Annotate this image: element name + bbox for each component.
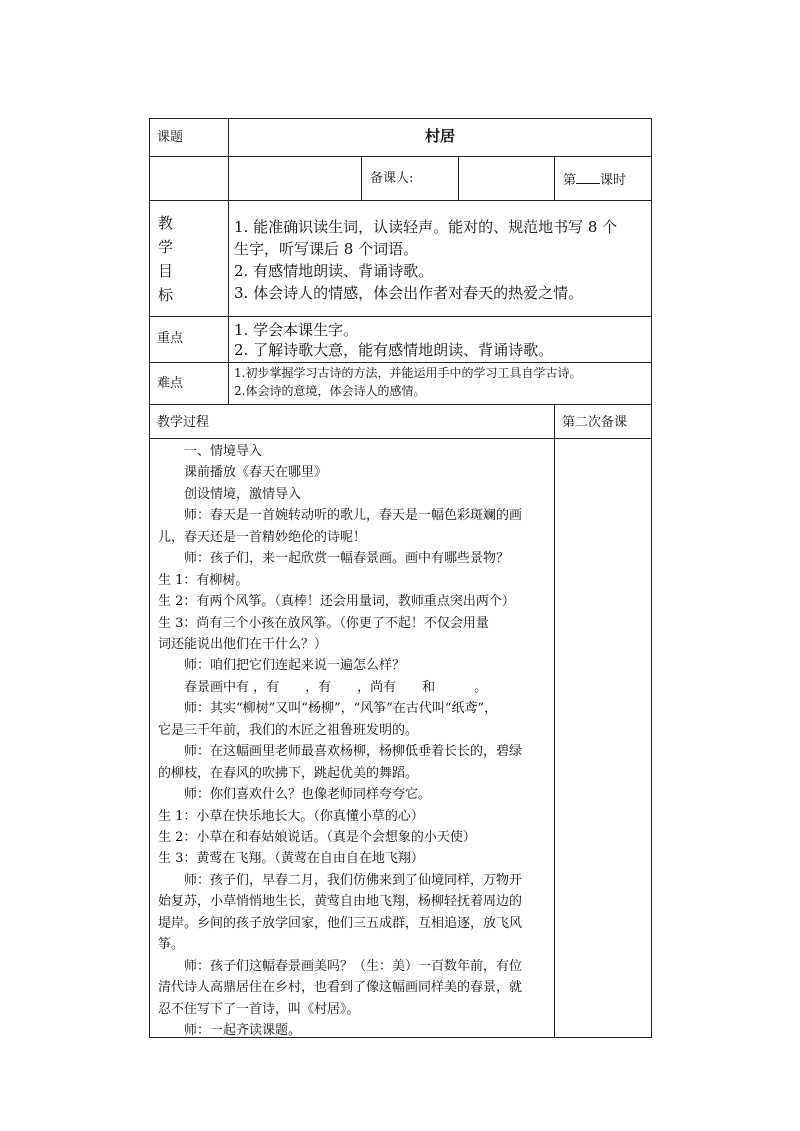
process-line: 师：孩子们，来一起欣赏一幅春景画。画中有哪些景物？ — [184, 551, 510, 566]
objectives-label-char: 标 — [158, 286, 174, 304]
key-point-line: 2. 了解诗歌大意，能有感情地朗读、背诵诗歌。 — [234, 341, 554, 359]
process-line: 的柳枝，在春风的吹拂下，跳起优美的舞蹈。 — [158, 766, 419, 781]
process-line: 生 1：小草在快乐地长大。（你真懂小草的心） — [158, 809, 424, 824]
objective-line: 1. 能准确识读生词，认读轻声。能对的、规范地书写 8 个 — [234, 218, 618, 236]
process-line: 师：春天是一首婉转动听的歌儿，春天是一幅色彩斑斓的画 — [184, 508, 523, 523]
second-prep-label: 第二次备课 — [562, 415, 628, 430]
table-row-divider — [149, 156, 652, 157]
process-line: 词还能说出他们在干什么？） — [158, 637, 328, 652]
process-line: 儿，春天还是一首精妙绝伦的诗呢！ — [158, 530, 367, 545]
lesson-prefix: 第 — [563, 173, 577, 188]
process-line: 一、情境导入 — [184, 444, 263, 459]
objective-line: 2. 有感情地朗读、背诵诗歌。 — [234, 262, 434, 280]
objective-line: 生字，听写课后 8 个词语。 — [234, 240, 419, 258]
process-line: 师：孩子们，早春二月，我们仿佛来到了仙境同样，万物开 — [184, 873, 523, 888]
table-row-divider — [149, 438, 652, 439]
table-border-top — [149, 118, 652, 119]
process-line: 清代诗人高鼎居住在乡村，也看到了像这幅画同样美的春景，就 — [158, 980, 523, 995]
lesson-suffix: 课时 — [600, 173, 627, 188]
process-line: 生 3：尚有三个小孩在放风筝。（你更了不起！不仅会用量 — [158, 616, 489, 631]
page-title: 村居 — [425, 127, 456, 145]
process-line: 生 1：有柳树。 — [158, 573, 249, 588]
process-line: 忍不住写下了一首诗，叫《村居》。 — [158, 1002, 360, 1017]
topic-label: 课题 — [157, 130, 184, 145]
table-row-divider — [149, 362, 652, 363]
process-line: 始复苏，小草悄悄地生长，黄莺自由地飞翔，杨柳轻抚着周边的 — [158, 894, 523, 909]
objectives-label-char: 目 — [158, 262, 174, 280]
table-border-right — [651, 118, 652, 1038]
preparer-label: 备课人: — [370, 171, 414, 186]
table-col-divider — [361, 156, 362, 201]
objectives-label-char: 教 — [158, 214, 174, 232]
table-col-divider — [228, 118, 229, 405]
table-row-divider — [149, 404, 652, 405]
table-col-divider — [554, 156, 555, 201]
process-line: 筝。 — [158, 937, 185, 952]
table-border-left — [149, 118, 150, 1038]
key-point-line: 1. 学会本课生字。 — [234, 321, 359, 339]
process-line: 师：孩子们这幅春景画美吗？（生：美）一百数年前，有位 — [184, 959, 523, 974]
process-line: 它是三千年前，我们的木匠之祖鲁班发明的。 — [158, 723, 419, 738]
process-line: 堤岸。乡间的孩子放学回家，他们三五成群，互相追逐，放飞风 — [158, 916, 523, 931]
process-label: 教学过程 — [157, 415, 210, 430]
process-line: 师：一起齐读课题。 — [184, 1023, 302, 1038]
process-line: 课前播放《春天在哪里》 — [184, 465, 328, 480]
table-row-divider — [149, 316, 652, 317]
table-row-divider — [149, 200, 652, 201]
objectives-label-char: 学 — [158, 238, 174, 256]
key-points-label: 重点 — [157, 331, 184, 346]
process-line: 师：你们喜欢什么？也像老师同样夸夸它。 — [184, 787, 432, 802]
process-line: 师：咱们把它们连起来说一遍怎么样？ — [184, 658, 406, 673]
process-line: 生 3：黄莺在飞翔。（黄莺在自由自在地飞翔） — [158, 851, 424, 866]
difficulty-line: 1.初步掌握学习古诗的方法，并能运用手中的学习工具自学古诗。 — [234, 366, 582, 380]
table-col-divider — [458, 156, 459, 201]
table-col-divider — [554, 404, 555, 1038]
objective-line: 3. 体会诗人的情感，体会出作者对春天的热爱之情。 — [234, 284, 584, 302]
difficulty-line: 2.体会诗的意境，体会诗人的感情。 — [234, 384, 426, 398]
lesson-number-blank — [576, 170, 600, 184]
process-line: 师：其实“柳树”又叫“杨柳”，“风筝”在古代叫“纸鸢”， — [184, 701, 498, 716]
difficulties-label: 难点 — [157, 376, 184, 391]
lesson-period — [563, 170, 626, 189]
process-line: 师：在这幅画里老师最喜欢杨柳，杨柳低垂着长长的，碧绿 — [184, 744, 523, 759]
process-line: 创设情境，激情导入 — [184, 487, 302, 502]
process-line: 春景画中有 ，有 ，有 ，尚有 和 。 — [184, 680, 488, 695]
process-line: 生 2：小草在和春姑娘说话。（真是个会想象的小天使） — [158, 830, 476, 845]
process-line: 生 2：有两个风筝。（真棒！还会用量词，教师重点突出两个） — [158, 594, 515, 609]
